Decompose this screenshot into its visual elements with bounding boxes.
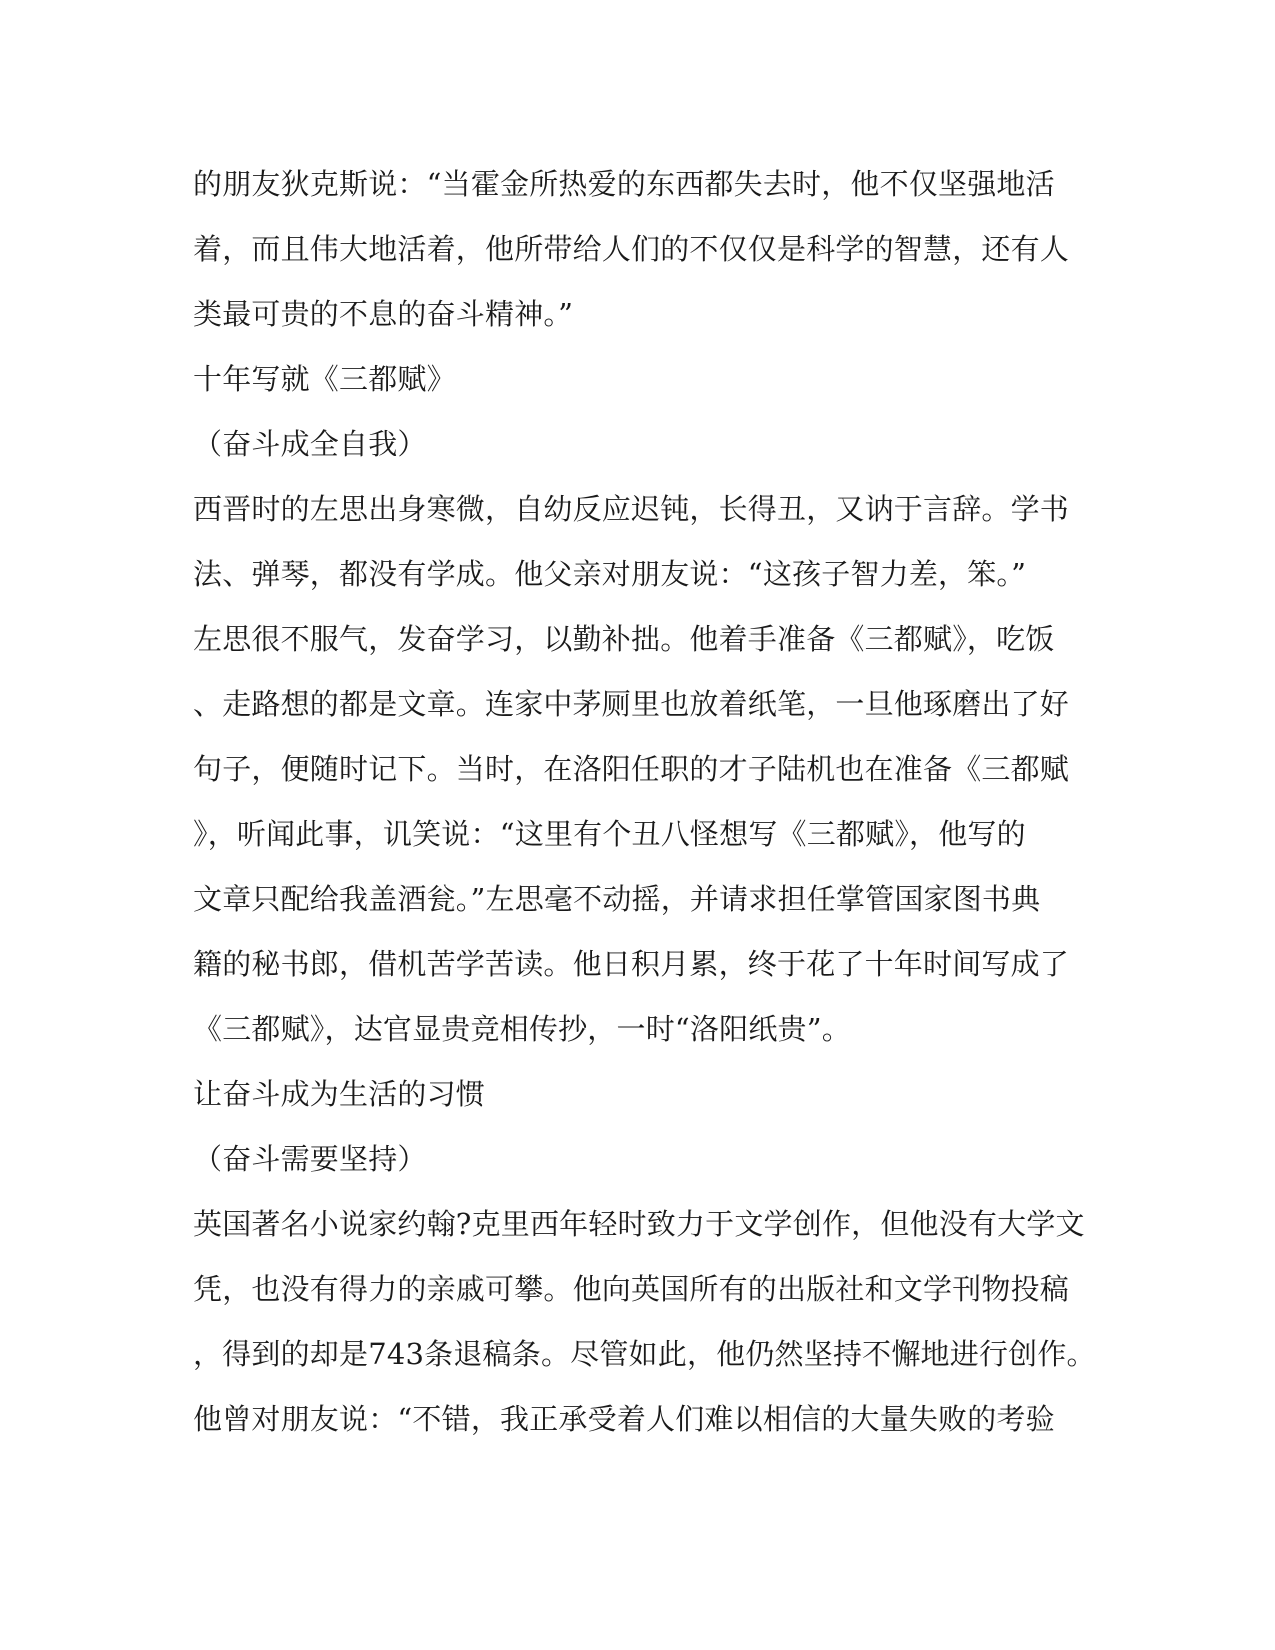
text-line: 凭，也没有得力的亲戚可攀。他向英国所有的出版社和文学刊物投稿 xyxy=(193,1272,1070,1306)
text-line: 他曾对朋友说：“不错，我正承受着人们难以相信的大量失败的考验 xyxy=(193,1402,1055,1436)
text-line: 的朋友狄克斯说：“当霍金所热爱的东西都失去时，他不仅坚强地活 xyxy=(193,167,1055,201)
section-subheading: （奋斗需要坚持） xyxy=(193,1142,427,1176)
section-heading: 十年写就《三都赋》 xyxy=(193,362,456,396)
section-heading: 让奋斗成为生活的习惯 xyxy=(193,1077,486,1111)
text-line: 》，听闻此事，讥笑说：“这里有个丑八怪想写《三都赋》，他写的 xyxy=(193,817,1026,851)
text-line: 句子，便随时记下。当时，在洛阳任职的才子陆机也在准备《三都赋 xyxy=(193,752,1070,786)
text-line: 《三都赋》，达官显贵竞相传抄，一时“洛阳纸贵”。 xyxy=(193,1012,851,1046)
text-line: 、走路想的都是文章。连家中茅厕里也放着纸笔，一旦他琢磨出了好 xyxy=(193,687,1070,721)
text-line: ，得到的却是743条退稿条。尽管如此，他仍然坚持不懈地进行创作。 xyxy=(193,1337,1096,1371)
body-text xyxy=(193,152,1096,1452)
text-line: 法、弹琴，都没有学成。他父亲对朋友说：“这孩子智力差，笨。” xyxy=(193,557,1027,591)
text-line: 类最可贵的不息的奋斗精神。” xyxy=(193,297,574,331)
section-subheading: （奋斗成全自我） xyxy=(193,427,427,461)
text-line: 左思很不服气，发奋学习，以勤补拙。他着手准备《三都赋》，吃饭 xyxy=(193,622,1055,656)
text-line: 着，而且伟大地活着，他所带给人们的不仅仅是科学的智慧，还有人 xyxy=(193,232,1070,266)
text-line: 西晋时的左思出身寒微，自幼反应迟钝，长得丑，又讷于言辞。学书 xyxy=(193,492,1070,526)
text-line: 籍的秘书郎，借机苦学苦读。他日积月累，终于花了十年时间写成了 xyxy=(193,947,1070,981)
text-line: 文章只配给我盖酒瓮。”左思毫不动摇，并请求担任掌管国家图书典 xyxy=(193,882,1041,916)
text-line: 英国著名小说家约翰?克里西年轻时致力于文学创作，但他没有大学文 xyxy=(193,1207,1085,1241)
